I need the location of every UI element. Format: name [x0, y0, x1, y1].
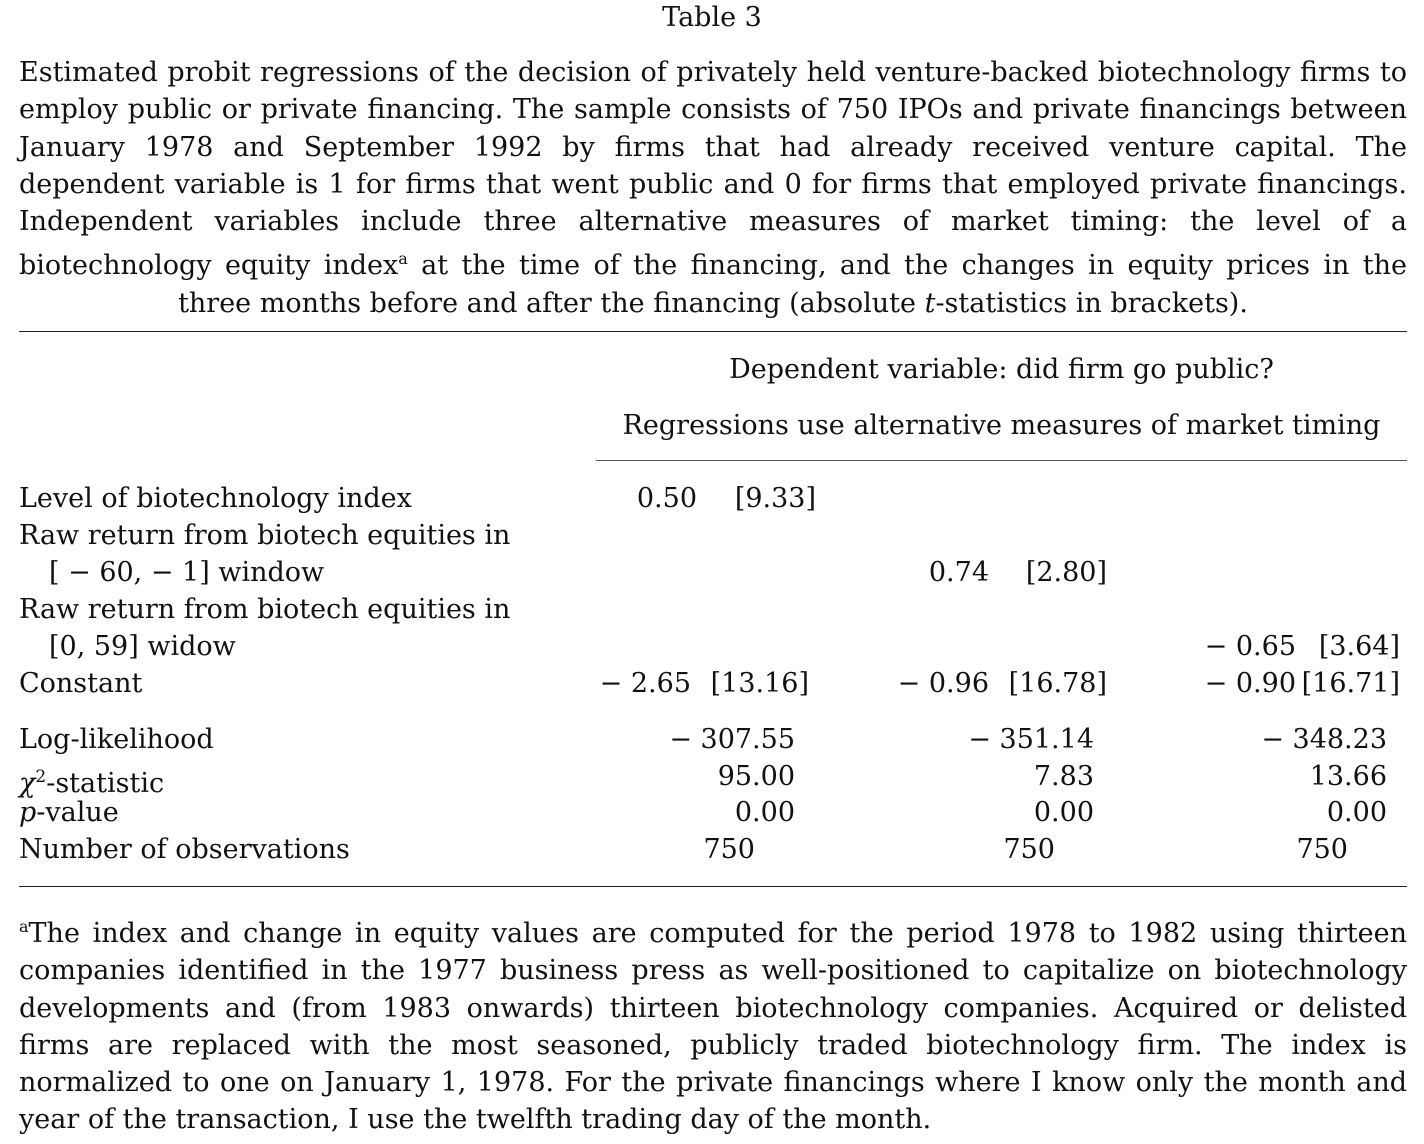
c2-raw-return-pre-coef: 0.74: [928, 557, 989, 588]
row-label-level-index: Level of biotechnology index: [19, 483, 412, 514]
c3-raw-return-post-tstat: [3.64]: [1318, 631, 1400, 662]
c3-p-value: 0.00: [1326, 797, 1387, 828]
row-label-p-value: [19, 797, 119, 829]
dependent-variable-header: Dependent variable: did firm go public?: [729, 354, 1274, 385]
row-label-constant: Constant: [19, 668, 143, 699]
c1-n-obs: 750: [703, 834, 755, 865]
footnote-text: The index and change in equity values are computed for the period 1978 to 1982 using thirteen companies identified in the 1977 business press as well-positioned to capitalize on biotechnology developments and (from 1983 onwards) thirteen biotechnology companies. Acquired or delisted firms are replaced with the most seasoned, publicly traded biotechnology firm. The index is normalized to one on January 1, 1978. For the private financings where I know only the month and year of the transaction, I use the twelfth trading day of the month.: [19, 918, 1407, 1136]
p-symbol: p: [19, 797, 37, 828]
c3-raw-return-post-coef: − 0.65: [1204, 631, 1296, 662]
table-caption: [19, 54, 1407, 322]
top-rule: [19, 331, 1407, 332]
c2-p-value: 0.00: [1033, 797, 1094, 828]
c2-chi2: 7.83: [1033, 761, 1094, 792]
c1-constant-coef: − 2.65: [599, 668, 691, 699]
bottom-rule: [19, 886, 1407, 887]
c1-p-value: 0.00: [734, 797, 795, 828]
c2-log-likelihood: − 351.14: [968, 724, 1094, 755]
c3-constant-tstat: [16.71]: [1301, 668, 1400, 699]
c3-chi2: 13.66: [1309, 761, 1387, 792]
c1-constant-tstat: [13.16]: [710, 668, 809, 699]
row-label-chi2-statistic: [19, 761, 164, 800]
caption-text-end: -statistics in brackets).: [935, 287, 1248, 319]
c3-log-likelihood: − 348.23: [1261, 724, 1387, 755]
regressions-subheader: Regressions use alternative measures of market timing: [622, 410, 1381, 441]
row-label-log-likelihood: Log-likelihood: [19, 724, 214, 755]
row-label-raw-return-pre-line1: Raw return from biotech equities in: [19, 520, 511, 551]
row-label-raw-return-post-line1: Raw return from biotech equities in: [19, 594, 511, 625]
c3-constant-coef: − 0.90: [1204, 668, 1296, 699]
caption-text-before: Estimated probit regressions of the decision of privately held venture-backed biotechnology firms to employ public or private financing. The sample consists of 750 IPOs and private financings between January 1978 and September 1992 by firms that had already received venture capital. The dependent variable is 1 for firms that went public and 0 for firms that employed private financings. Independent variables include three alternative measures of market timing: the level of a biotechnology equity index: [19, 57, 1407, 282]
caption-text-after: at the time of the financing, and the changes in equity prices in the three months before and after the financing (absolute: [178, 250, 1407, 319]
table-title: Table 3: [662, 2, 762, 33]
c1-level-index-coef: 0.50: [636, 483, 697, 514]
caption-footnote-marker: a: [398, 249, 408, 269]
chi-symbol: χ: [19, 768, 36, 799]
chi2-label-rest: -statistic: [46, 768, 165, 799]
row-label-number-of-observations: Number of observations: [19, 834, 350, 865]
row-label-raw-return-pre-line2: [ − 60, − 1] window: [49, 557, 325, 588]
c3-n-obs: 750: [1296, 834, 1348, 865]
table-footnote: [19, 908, 1407, 1139]
c2-constant-tstat: [16.78]: [1008, 668, 1107, 699]
c1-level-index-tstat: [9.33]: [734, 483, 816, 514]
p-value-label-rest: -value: [36, 797, 119, 828]
c1-chi2: 95.00: [717, 761, 795, 792]
c2-raw-return-pre-tstat: [2.80]: [1025, 557, 1107, 588]
footnote-marker: a: [19, 917, 29, 936]
c1-log-likelihood: − 307.55: [669, 724, 795, 755]
caption-t-symbol: t: [924, 287, 936, 319]
c2-n-obs: 750: [1003, 834, 1055, 865]
header-underline: [596, 460, 1407, 461]
chi-superscript: 2: [35, 767, 47, 787]
row-label-raw-return-post-line2: [0, 59] widow: [49, 631, 236, 662]
c2-constant-coef: − 0.96: [897, 668, 989, 699]
